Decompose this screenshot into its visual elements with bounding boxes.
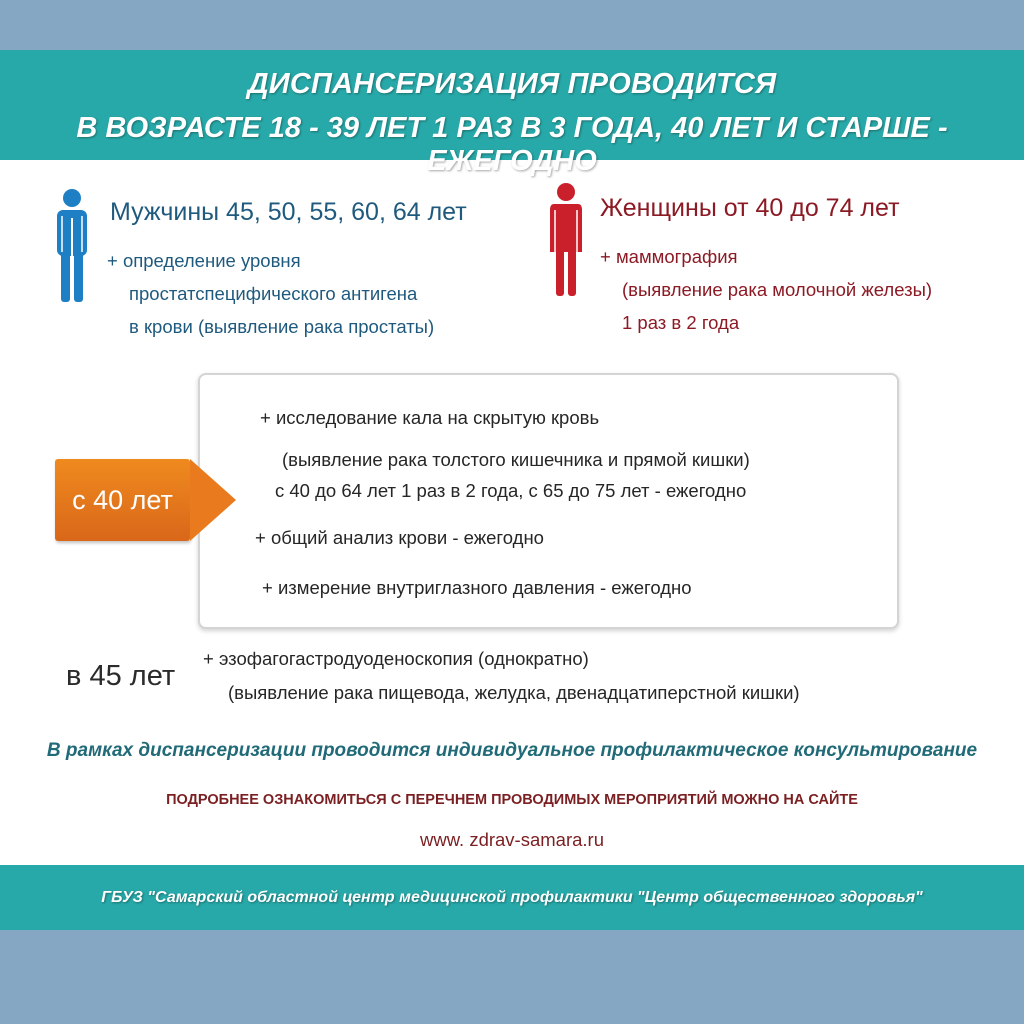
consultation-note: В рамках диспансеризации проводится индивидуальное профилактическое консультирование — [46, 740, 978, 761]
men-line-2: простатспецифического антигена — [129, 283, 418, 304]
women-line-3: 1 раз в 2 года — [622, 312, 740, 333]
men-line-3: в крови (выявление рака простаты) — [129, 316, 435, 337]
box-item-eye-pressure: + измерение внутриглазного давления - ежегодно — [262, 577, 692, 598]
box-item-blood-test: + общий анализ крови - ежегодно — [255, 527, 544, 548]
male-person-icon — [54, 188, 90, 304]
infographic-card — [0, 50, 1024, 930]
box-item-stool-sub-1: (выявление рака толстого кишечника и прямой кишки) — [282, 449, 750, 470]
age-45-line-1: + эзофагогастродуоденоскопия (однократно) — [203, 648, 589, 669]
header-line-1: ДИСПАНСЕРИЗАЦИЯ ПРОВОДИТСЯ — [247, 68, 777, 100]
from-40-box — [198, 373, 899, 629]
women-description — [600, 240, 932, 339]
box-item-stool-sub-2: с 40 до 64 лет 1 раз в 2 года, с 65 до 75 лет - ежегодно — [275, 480, 747, 501]
women-line-2: (выявление рака молочной железы) — [622, 279, 933, 300]
age-45-label: в 45 лет — [66, 660, 176, 692]
men-description — [107, 244, 434, 343]
website-link[interactable]: www. zdrav-samara.ru — [419, 829, 604, 850]
men-title: Мужчины 45, 50, 55, 60, 64 лет — [110, 198, 467, 226]
header-banner — [0, 50, 1024, 177]
women-line-1: + маммография — [600, 246, 738, 267]
female-person-icon — [548, 182, 584, 298]
age-45-line-2: (выявление рака пищевода, желудка, двенадцатиперстной кишки) — [228, 682, 800, 703]
header-line-2: В ВОЗРАСТЕ 18 - 39 ЛЕТ 1 РАЗ В 3 ГОДА, 40 ЛЕТ И СТАРШЕ - ЕЖЕГОДНО — [76, 112, 948, 177]
age-40-tag: с 40 лет — [55, 459, 190, 541]
more-info-text: ПОДРОБНЕЕ ОЗНАКОМИТЬСЯ С ПЕРЕЧНЕМ ПРОВОДИМЫХ МЕРОПРИЯТИЙ МОЖНО НА САЙТЕ — [166, 792, 858, 808]
men-line-1: + определение уровня — [107, 250, 301, 271]
women-title: Женщины от 40 до 74 лет — [600, 194, 900, 222]
arrow-right-icon — [190, 459, 236, 541]
box-item-stool-test: + исследование кала на скрытую кровь — [260, 407, 600, 428]
footer-banner: ГБУЗ "Самарский областной центр медицинской профилактики "Центр общественного здоровья" — [0, 865, 1024, 930]
